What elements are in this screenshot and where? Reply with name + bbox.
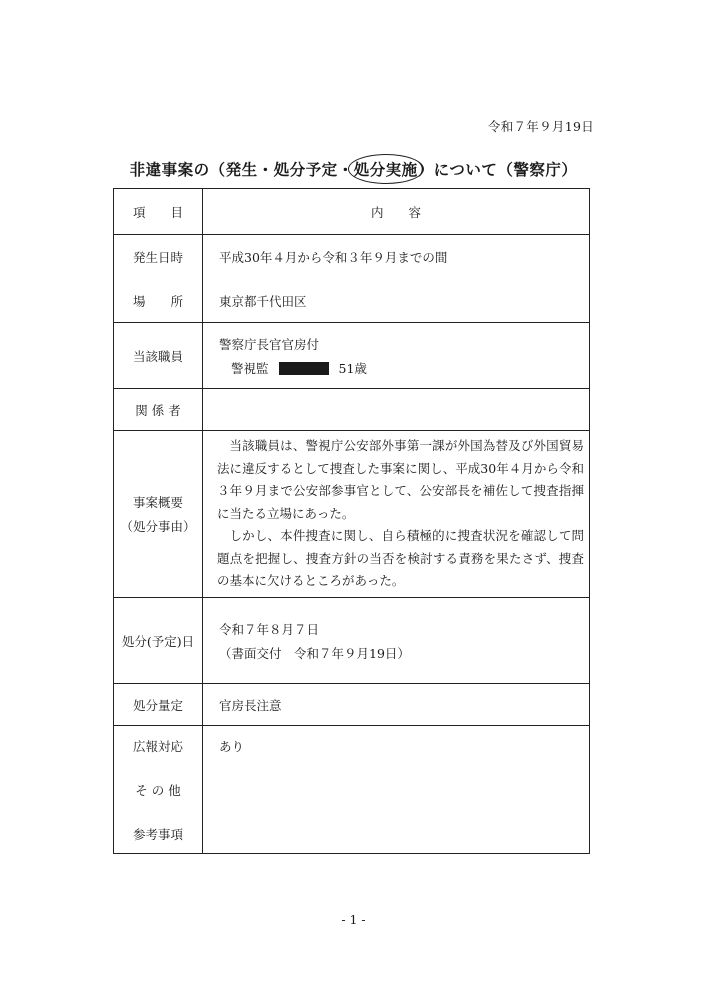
label-other: そ の 他: [135, 782, 181, 798]
title-prefix: 非違事案の（発生・処分予定・: [129, 160, 354, 179]
employee-age: 51歳: [338, 360, 367, 376]
summary-paragraph-2: しかし、本件捜査に関し、自ら積極的に捜査状況を確認して問題点を把握し、捜査方針の当否を検討する責務を果たさず、捜査の基本に欠けるところがあった。: [217, 528, 584, 589]
employee-department: 警察庁長官官房付: [219, 336, 320, 352]
value-datetime: 平成30年４月から令和３年９月までの間: [219, 249, 448, 265]
value-disposition-type: 官房長注意: [203, 684, 590, 726]
related-row: [114, 389, 590, 431]
employee-values: [203, 323, 590, 389]
other-values: [203, 726, 590, 854]
occurrence-row: [114, 235, 590, 323]
disposition-date-values: [203, 598, 590, 684]
label-reason: （処分事由）: [120, 519, 196, 534]
label-reference: 参考事項: [132, 826, 183, 842]
case-table: [113, 188, 590, 854]
value-pr: あり: [219, 739, 245, 754]
header-row: [114, 189, 590, 235]
label-place: 場 所: [132, 293, 183, 309]
disposition-date-row: [114, 598, 590, 684]
disposition-date-note: （書面交付 令和７年９月19日）: [219, 645, 410, 661]
employee-rank: 警視監: [231, 360, 269, 376]
title-suffix: ）について（警察庁）: [417, 160, 578, 179]
other-labels: [114, 726, 203, 854]
label-summary: 事案概要: [132, 495, 183, 510]
summary-paragraph-1: 当該職員は、警視庁公安部外事第一課が外国為替及び外国貿易法に違反するとして捜査した事案に関し、平成30年４月から令和３年９月まで公安部参事官として、公安部長を補佐して捜査指揮に当たる立場にあった。: [217, 438, 584, 521]
value-place: 東京都千代田区: [219, 293, 307, 309]
occurrence-values: [203, 235, 590, 323]
document-date: 令和７年９月19日: [487, 119, 594, 134]
page-number: - 1 -: [341, 912, 366, 927]
label-pr: 広報対応: [132, 738, 183, 754]
title-circled-selection: 処分実施: [353, 160, 418, 179]
summary-row: [114, 431, 590, 598]
summary-values: [203, 431, 590, 598]
document-title: [0, 158, 707, 180]
label-related: 関 係 者: [114, 389, 203, 431]
label-datetime: 発生日時: [132, 249, 183, 265]
employee-row: [114, 323, 590, 389]
occurrence-labels: [114, 235, 203, 323]
header-content: 内 容: [203, 189, 590, 235]
header-item: 項 目: [114, 189, 203, 235]
redacted-name: [279, 362, 329, 375]
value-related: [203, 389, 590, 431]
label-employee: 当該職員: [114, 323, 203, 389]
summary-labels: [114, 431, 203, 598]
label-disposition-date: 処分(予定)日: [114, 598, 203, 684]
employee-rank-line: [219, 359, 589, 377]
other-row: [114, 726, 590, 854]
label-disposition-type: 処分量定: [114, 684, 203, 726]
value-disposition-date: 令和７年８月７日: [219, 621, 320, 637]
disposition-type-row: [114, 684, 590, 726]
